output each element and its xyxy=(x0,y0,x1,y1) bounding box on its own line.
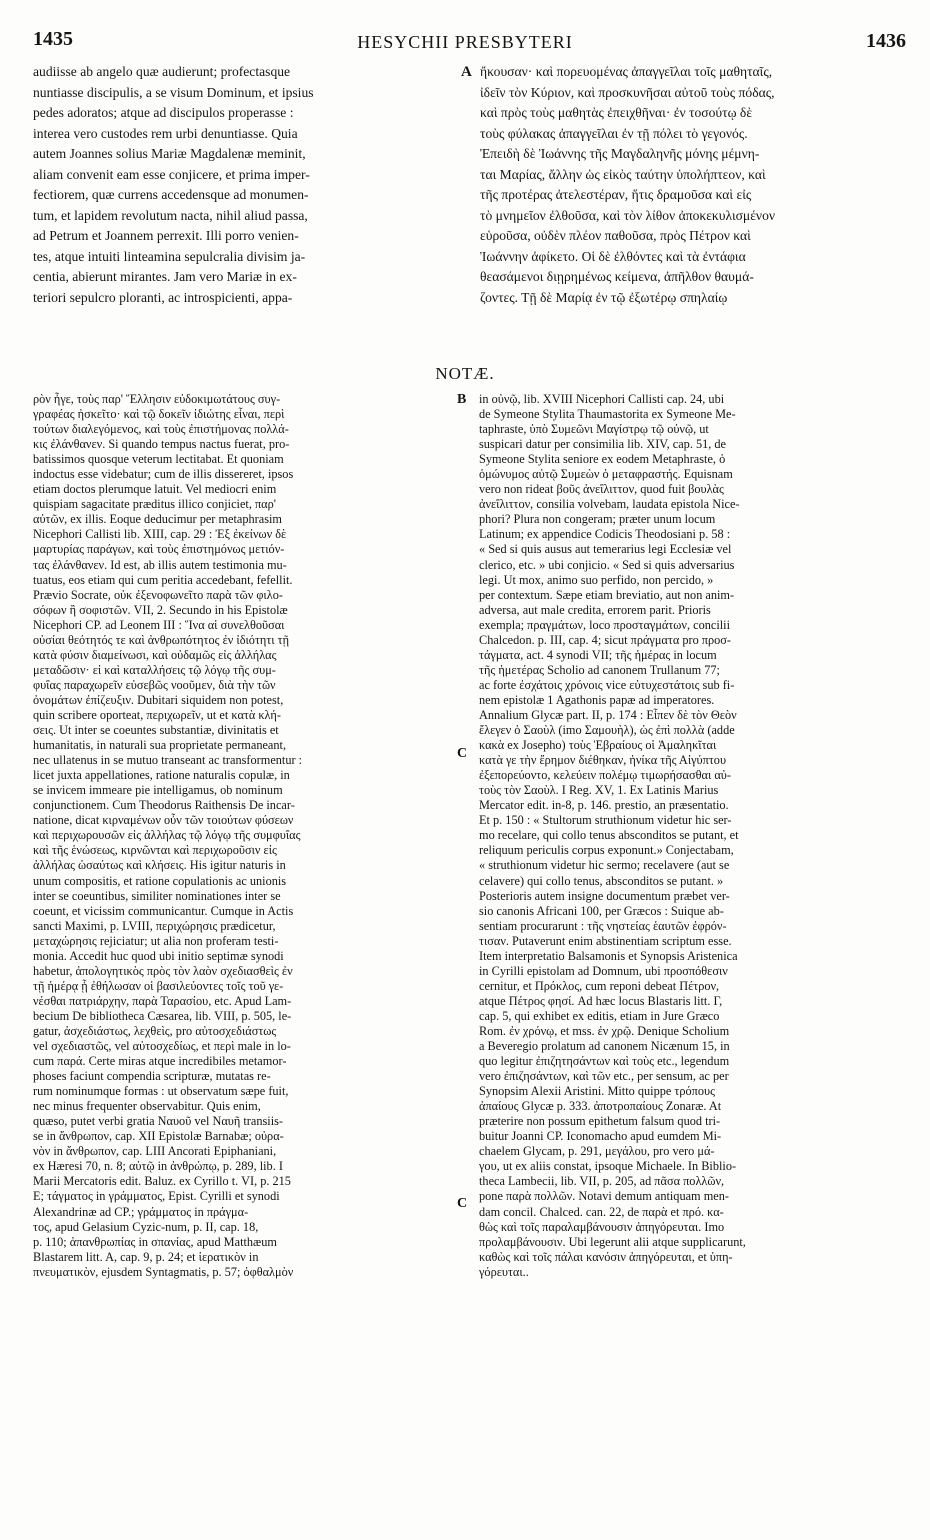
greek-line: καὶ πρὸς τοὺς μαθητὰς ἐπειχθῆναι· ἐν τοσούτῳ δὲ xyxy=(480,105,753,120)
note-line: γόρευται.. xyxy=(479,1264,529,1279)
note-line: τῆς ἡμετέρας Scholio ad canonem Trullanum 77; xyxy=(479,662,720,677)
notes-heading: NOTÆ. xyxy=(435,364,495,383)
latin-line: tes, atque intuiti linteamina sepulcralia divisim ja- xyxy=(33,248,306,264)
note-line: ac forte ἐσχάτοις χρόνοις vice εὐτυχεστάτοις sub fi- xyxy=(479,677,735,692)
note-line: quispiam sagacitate præditus illico conjiciet, παρ' xyxy=(33,497,276,512)
note-line: inter se coeuntibus, similiter nominationes inter se xyxy=(33,888,281,903)
note-line: θὼς καὶ τοῖς παραλαμβάνουσιν ἀπηγόρευται. Imo xyxy=(479,1219,725,1234)
note-line: cum παρά. Certe miras atque incredibiles metamor- xyxy=(33,1054,287,1069)
running-title: HESYCHII PRESBYTERI xyxy=(357,32,573,52)
note-line: vero non rideat βοῦς ἀνεΐλιττον, quod fuit βουλὰς xyxy=(479,482,724,497)
note-line: licet juxta appellationes, ratione naturalis copulæ, in xyxy=(33,768,290,783)
note-line: phori? Plura non congeram; præter unum locum xyxy=(479,512,716,527)
greek-column xyxy=(480,62,904,308)
page-number-right: 1436 xyxy=(866,30,906,52)
note-line: p. 110; ἀπανθρωπίας in σπανίας, apud Matthæum xyxy=(33,1234,277,1249)
note-line: μαρτυρίας παράγων, καὶ τοὺς ἐπιστημόνως μετιόν- xyxy=(33,542,285,557)
latin-column xyxy=(33,62,448,308)
latin-line: tum, et lapidem revolutum nacta, nihil aliud passa, xyxy=(33,207,308,223)
section-marker-a: A xyxy=(461,64,472,80)
note-line: buitur Joanni CP. Iconomacho apud eumdem Mi- xyxy=(479,1129,722,1144)
note-line: se invicem immeare pie intelligamus, ob nominum xyxy=(33,783,283,798)
note-line: quin scribere oporteat, περιχωρεῖν, ut et κατὰ κλή- xyxy=(33,707,281,722)
note-line: clerico, etc. » ubi conjicio. « Sed si quis adversarius xyxy=(479,557,735,572)
note-line: celavere) qui collo tenus, absconditos se putant. » xyxy=(479,873,724,888)
note-line: rum nominumque formas : ut observatum sæpe fuit, xyxy=(33,1084,289,1099)
note-line: καὶ τῆς ἑνώσεως, κιρνῶνται καὶ περιχωροῦσιν εἰς xyxy=(33,843,277,858)
note-line: unum compositis, et ratione copulationis ac unionis xyxy=(33,873,287,888)
latin-line: nuntiasse discipulis, a se visum Dominum, et ipsius xyxy=(33,84,314,100)
note-line: suspicari datur per consimilia lib. XIV, cap. 51, de xyxy=(479,437,727,452)
note-line: sio canonis Africani 100, per Græcos : Suique ab- xyxy=(479,903,724,918)
note-line: a Beveregio prolatum ad canonem Nicænum 15, in xyxy=(479,1039,730,1054)
note-line: legi. Ut mox, animo suo perfido, non percido, » xyxy=(479,572,714,587)
note-line: τούτων διαλεγόμενος, καὶ τοὺς ἐπιστήμονας πολλά- xyxy=(33,422,289,437)
latin-line: pedes adoratos; atque ad discipulos properasse : xyxy=(33,105,294,120)
notes-section xyxy=(33,392,905,1522)
greek-line: εὑροῦσα, οὐδὲν πλέον παθοῦσα, πρὸς Πέτρον καὶ xyxy=(480,228,751,243)
note-line: ἐξεπορεύοντο, κελεύειν πολέμῳ τιμωρήσασθαι αὐ- xyxy=(479,768,731,783)
note-line: Chalcedon. p. III, cap. 4; sicut πράγματα pro προσ- xyxy=(479,632,732,647)
note-line: Nicephori Callisti lib. XIII, cap. 29 : Ἐξ ἐκείνων δὲ xyxy=(33,527,287,542)
note-line: νέσθαι πατριάρχην, παρὰ Ταρασίου, etc. Apud Lam- xyxy=(33,993,292,1008)
note-line: in Cyrilli epistolam ad Domnum, ubi προσπόθεσιν xyxy=(479,963,728,978)
note-line: καθὼς καὶ τοῖς πάλαι κανόσιν ἀπηγόρευται, et ὑπη- xyxy=(479,1249,733,1264)
note-line: Blastarem litt. A, cap. 9, p. 24; et ἱερατικὸν in xyxy=(33,1249,259,1264)
note-line: conjunctionem. Cum Theodorus Raithensis De incar- xyxy=(33,798,295,813)
note-line: κις ἐλάνθανεν. Si quando tempus nactus fuerat, pro- xyxy=(33,437,290,452)
note-line: Mercator edit. in-8, p. 146. prestio, an præsentatio. xyxy=(479,798,729,813)
latin-line: teriori sepulcro ploranti, ac introspicienti, appa- xyxy=(33,289,293,305)
note-line: τάγματα, act. 4 synodi VII; τῆς ἡμέρας in locum xyxy=(479,647,717,662)
note-line: pone παρὰ πολλῶν. Notavi demum antiquam men- xyxy=(479,1189,729,1204)
latin-line: ad Petrum et Joannem perrexit. Illi porro venien- xyxy=(33,228,299,243)
note-line: cernitur, et Πρόκλος, cum reponi debeat Πέτρον, xyxy=(479,978,720,993)
note-line: gatur, ἀσχεδιάστως, λεχθεὶς, pro αὐτοσχεδιάστως xyxy=(33,1023,277,1038)
note-line: per contextum. Sæpe etiam breviatio, aut non anim- xyxy=(479,587,735,602)
latin-line: centia, abierunt mirantes. Jam vero Mariæ in ex- xyxy=(33,269,297,284)
note-line: mo recelare, qui collo tenus absconditos se putant, et xyxy=(479,828,739,843)
note-line: μεταχώρησις rejiciatur; ut alia non proferam testi- xyxy=(33,933,279,948)
note-line: vel σχεδιαστῶς, vel αὐτοσχεδίως, et περὶ male in lo- xyxy=(33,1039,291,1054)
note-line: Prævio Socrate, οὐκ ἐξενοφωνεῖτο παρὰ τῶν φιλο- xyxy=(33,587,283,602)
note-line: τας ἐλάνθανεν. Id est, ab illis autem testimonia mu- xyxy=(33,557,287,572)
note-line: Marii Mercatoris edit. Baluz. ex Cyrillo t. VI, p. 215 xyxy=(33,1174,291,1189)
note-line: ἀπαίους Glycæ p. 333. ἀποτροπαίους Zonaræ. At xyxy=(479,1099,722,1114)
note-line: tuatus, eos etiam qui cum peritia accedebant, fefellit. xyxy=(33,572,293,587)
note-line: nec ullatenus in se mutuo transeant ac transformentur : xyxy=(33,753,303,768)
note-line: phoses faciunt compendia scripturæ, mutatas re- xyxy=(33,1069,271,1084)
greek-line: ται Μαρίας, ἄλλην ὡς εἰκὸς ταύτην ὑπολήπτεον, καὶ xyxy=(480,166,766,182)
greek-line: Ἐπειδὴ δὲ Ἰωάννης τῆς Μαγδαληνῆς μόνης μέμνη- xyxy=(480,146,760,161)
note-line: reliquum periculis corpus exponunt.» Conjectabam, xyxy=(479,843,734,858)
note-line: cap. 5, qui exhibet ex editis, etiam in Jure Græco xyxy=(479,1008,720,1023)
note-line: sancti Maximi, p. LVIII, περιχώρησις prædicetur, xyxy=(33,918,276,933)
note-line: ὁμώνυμος αὐτῷ Συμεὼν ὁ μεταφραστής. Equisnam xyxy=(479,467,733,482)
greek-line: Ἰωάννην ἀφίκετο. Οἱ δὲ ἐλθόντες καὶ τὰ ἐντάφια xyxy=(480,248,746,264)
greek-line: τὸ μνημεῖον ἐλθοῦσα, καὶ τὸν λίθον ἀποκεκυλισμένον xyxy=(480,207,776,223)
greek-line: τῆς προτέρας ἀτελεστέραν, ἥτις δραμοῦσα καὶ εἰς xyxy=(480,187,752,202)
page-header xyxy=(0,28,930,58)
notes-left-column xyxy=(33,392,451,1280)
note-line: οὐσίαι θεότητός τε καὶ ἀνθρωπότητος ἐν ἰδιότητι τῇ xyxy=(33,632,290,647)
note-line: chaelem Glycam, p. 291, μεγάλου, pro vero μά- xyxy=(479,1144,715,1159)
note-line: ἔλεγεν ὁ Σαοὺλ (imo Σαμουὴλ), ὡς ἐπὶ πολλὰ (adde xyxy=(479,723,735,738)
note-line: indoctus esse videbatur; cum de illis dissereret, ipsos xyxy=(33,467,294,482)
note-line: sentiam procurarunt : τῆς νηστείας ἑαυτῶν ἐφρόν- xyxy=(479,918,727,933)
note-line: quo legitur ἐπιζητησάντων καὶ τοὺς etc., legendum xyxy=(479,1054,730,1069)
section-marker-b: B xyxy=(457,392,467,407)
latin-line: interea vero custodes rem urbi denuntiasse. Quia xyxy=(33,125,298,141)
latin-line: audiisse ab angelo quæ audierunt; profectasque xyxy=(33,64,291,79)
note-line: natione, dicat κιρναμένων οὖν τῶν τοιούτων φύσεων xyxy=(33,813,294,828)
note-line: κατὰ γε τὴν ἔρημον διέθηκαν, ἡνίκα τῆς Αἰγύπτου xyxy=(479,753,727,768)
latin-line: autem Joannes solius Mariæ Magdalenæ meminit, xyxy=(33,146,306,161)
note-line: γραφέας ἠσκεῖτο· καὶ τῷ δοκεῖν ἰδιώτης εἶναι, περὶ xyxy=(33,407,285,422)
note-line: Posterioris autem insigne documentum præbet ver- xyxy=(479,888,730,903)
latin-line: aliam convenit eam esse conjicere, et prima imper- xyxy=(33,166,310,182)
note-line: « Sed si quis ausus aut temerarius legi Ecclesiæ vel xyxy=(479,542,732,557)
note-line: σεις. Ut inter se coeuntes substantiæ, divinitatis et xyxy=(33,723,279,738)
notes-right-column xyxy=(479,392,905,1280)
note-line: μεταδῶσιν· εἰ καὶ καταλλήσεις τῷ λόγῳ τῆς συμ- xyxy=(33,662,276,677)
greek-line: τοὺς φύλακας ἀπαγγεῖλαι ἐν τῇ πόλει τὸ γεγονός. xyxy=(480,125,748,141)
note-line: τοὺς τὸν Σαοὺλ. I Reg. XV, 1. Ex Latinis Marius xyxy=(479,783,719,798)
note-line: τος, apud Gelasium Cyzic-num, p. II, cap. 18, xyxy=(33,1219,259,1234)
note-line: τισαν. Putaverunt enim abstinentiam scriptum esse. xyxy=(479,933,732,948)
note-line: Nicephori CP. ad Leonem III : Ἵνα αἱ συνελθοῦσαι xyxy=(33,617,285,632)
note-line: προλαμβάνουσιν. Ubi legerunt alii atque supplicarunt, xyxy=(479,1234,746,1249)
note-line: humanitatis, in naturali sua proprietate permaneant, xyxy=(33,738,287,753)
greek-line: θεασάμενοι διῃρημένως κείμενα, ἀπῆλθον θαυμά- xyxy=(480,269,754,284)
note-line: etiam doctos plerumque latuit. Vel mediocri enim xyxy=(33,482,277,497)
note-line: γου, ut ex aliis constat, ipsoque Michaele. In Biblio- xyxy=(479,1159,737,1174)
note-line: ρὸν ἦγε, τοὺς παρ' Ἕλλησιν εὐδοκιμωτάτους συγ- xyxy=(33,392,281,406)
note-line: præterire non possum epithetum falsum quod tri- xyxy=(479,1114,721,1129)
note-line: batissimos quosque veterum lectitabat. Et quoniam xyxy=(33,452,284,467)
section-marker-c-second: C xyxy=(457,1196,468,1211)
note-line: Annalium Glycæ part. II, p. 174 : Εἶπεν δὲ τὸν Θεὸν xyxy=(479,707,737,722)
note-line: ex Hæresi 70, n. 8; αὐτῷ in ἀνθρώπῳ, p. 289, lib. I xyxy=(33,1159,283,1174)
note-line: quæso, putet verbi gratia Ναυοῦ vel Ναυῆ transiis- xyxy=(33,1114,284,1129)
note-line: habetur, ἀπολογητικὸς πρὸς τὸν λαὸν σχεδιασθεὶς ἐν xyxy=(33,963,293,978)
note-line: dam concil. Chalced. can. 22, de παρὰ et πρό. κα- xyxy=(479,1204,724,1219)
note-line: atque Πέτρος φησί. Ad hæc locus Blastaris litt. Γ, xyxy=(479,993,723,1008)
note-line: καὶ περιχωρουσῶν εἰς ἀλλήλας τῷ λόγῳ τῆς συμφυΐας xyxy=(33,828,301,843)
note-line: αὐτῶν, ex illis. Eoque deducimur per metaphrasim xyxy=(33,512,282,527)
note-line: ὀνομάτων ἐπίζευξιν. Dubitari siquidem non potest, xyxy=(33,692,284,707)
note-line: φυΐας παραχωρεῖν εὐσεβῶς νοοῦμεν, διὰ τὴν τῶν xyxy=(33,677,276,692)
note-line: κατὰ φύσιν διαμείνωσι, καὶ οὐδαμῶς εἰς ἀλλήλας xyxy=(33,647,277,662)
note-line: theca Lambecii, lib. VII, p. 205, ad πᾶσα πολλῶν, xyxy=(479,1174,725,1189)
note-line: σόφων ἢ σοφιστῶν. VII, 2. Secundo in his Epistolæ xyxy=(33,602,288,617)
note-line: Item interpretatio Balsamonis et Synopsis Aristenica xyxy=(479,948,738,963)
note-line: exempla; πραγμάτων, loco προσταγμάτων, concilii xyxy=(479,617,730,632)
note-line: Rom. ἐν χρόνῳ, et mss. ἐν χρῷ. Denique Scholium xyxy=(479,1023,730,1038)
greek-line: ἰδεῖν τὸν Κύριον, καὶ προσκυνῆσαι αὐτοῦ τοὺς πόδας, xyxy=(480,84,775,100)
note-line: E; τάγματος in γράμματος, Epist. Cyrilli et synodi xyxy=(33,1189,280,1204)
note-line: ἀλλήλας ὡσαύτως καὶ κλήσεις. His igitur naturis in xyxy=(33,858,286,873)
note-line: κακὰ ex Josepho) τοὺς Ἑβραίους οἱ Ἀμαληκῖται xyxy=(479,738,717,753)
note-line: adversa, aut male credita, errorem parit. Prioris xyxy=(479,602,711,617)
note-line: se in ἄνθρωπον, cap. XII Epistolæ Barnabæ; οὐρα- xyxy=(33,1129,284,1144)
main-text xyxy=(33,62,903,344)
note-line: coeunt, et vicissim communicantur. Cumque in Actis xyxy=(33,903,294,918)
note-line: ἀνεΐλιττον, consilia volvebam, laudata epistola Nice- xyxy=(479,497,740,512)
note-line: Latinum; ex appendice Codicis Theodosiani p. 58 : xyxy=(479,527,731,542)
page-number-left: 1435 xyxy=(33,28,73,50)
note-line: nec minus frequenter observabitur. Quis enim, xyxy=(33,1099,261,1114)
note-line: Et p. 150 : « Stultorum struthionum videtur hic ser- xyxy=(479,813,732,828)
greek-line: ζοντες. Τῇ δὲ Μαρίᾳ ἐν τῷ ἐξωτέρῳ σπηλαίῳ xyxy=(480,289,728,305)
note-line: « struthionum videtur hic sermo; recelavere (aut se xyxy=(479,858,730,873)
note-line: taphraste, ὑπὸ Συμεῶνι Μαγίστρῳ τῷ οὐνῷ, ut xyxy=(479,422,709,437)
greek-line: ἤκουσαν· καὶ πορευομένας ἀπαγγεῖλαι τοῖς μαθηταῖς, xyxy=(480,64,773,79)
note-line: in οὐνῷ, lib. XVIII Nicephori Callisti cap. 24, ubi xyxy=(479,392,725,406)
note-line: Alexandrinæ ad CP.; γράμματος in πράγμα- xyxy=(33,1204,249,1219)
note-line: monia. Accedit huc quod ubi initio septimæ synodi xyxy=(33,948,284,963)
note-line: de Symeone Stylita Thaumastorita ex Symeone Me- xyxy=(479,407,736,422)
section-marker-c-first: C xyxy=(457,746,468,761)
note-line: νὸν in ἄνθρωπον, cap. LIII Ancorati Epiphaniani, xyxy=(33,1144,277,1159)
note-line: vero ἐπιζησάντων, καὶ τῶν etc., per sensum, ac per xyxy=(479,1069,729,1084)
note-line: Synopsim Alexii Aristini. Mitto quippe τρόπους xyxy=(479,1084,715,1099)
note-line: τῇ ἡμέρᾳ ᾗ ἐθήλωσαν οἱ βασιλεύοντες τοῖς τοῦ γε- xyxy=(33,978,284,993)
note-line: Symeone Stylita seniore ex eodem Metaphraste, ὁ xyxy=(479,452,726,467)
note-line: becium De bibliotheca Cæsarea, lib. VIII, p. 505, le- xyxy=(33,1008,292,1023)
note-line: nem epistolæ 1 Agathonis papæ ad imperatores. xyxy=(479,692,715,707)
latin-line: fectiorem, quæ currens accedensque ad monumen- xyxy=(33,187,309,202)
note-line: πνευματικὸν, ejusdem Syntagmatis, p. 57; ὀφθαλμὸν xyxy=(33,1264,294,1279)
